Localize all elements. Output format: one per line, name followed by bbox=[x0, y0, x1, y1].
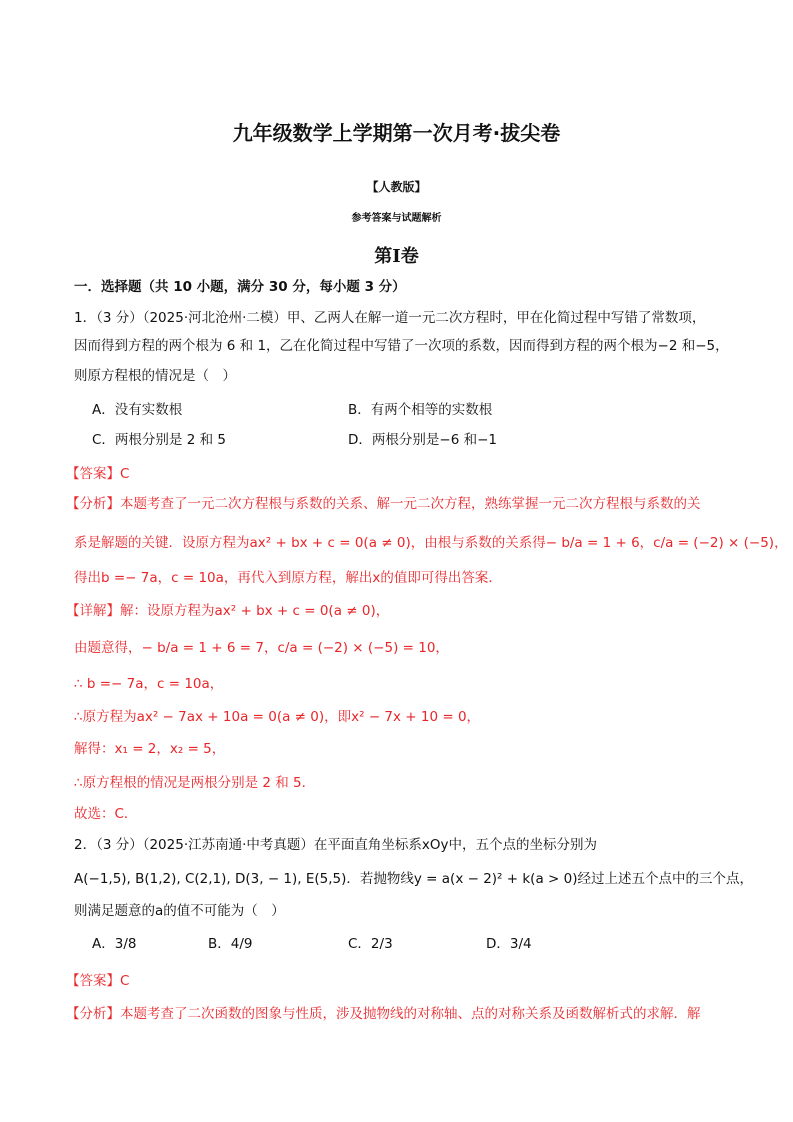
q1-detail: 解得：x₁ = 2，x₂ = 5， bbox=[74, 741, 226, 757]
section-heading: 一．选择题（共 10 小题，满分 30 分，每小题 3 分） bbox=[74, 279, 406, 295]
q1-detail: ∴原方程根的情况是两根分别是 2 和 5． bbox=[74, 775, 316, 791]
q1-option-c: C．两根分别是 2 和 5 bbox=[92, 432, 226, 448]
q2-analysis: 【分析】本题考查了二次函数的图象与性质，涉及抛物线的对称轴、点的对称关系及函数解析式的求解．解 bbox=[66, 1006, 701, 1022]
q1-detail: 【详解】解：设原方程为ax² + bx + c = 0(a ≠ 0)， bbox=[66, 603, 390, 619]
q1-answer: 【答案】C bbox=[66, 466, 130, 482]
q1-detail: ∴原方程为ax² − 7ax + 10a = 0(a ≠ 0)，即x² − 7x + 10 = 0， bbox=[74, 709, 481, 725]
q1-detail: 由题意得，− b/a = 1 + 6 = 7，c/a = (−2) × (−5) = 10， bbox=[74, 640, 449, 656]
page-title: 九年级数学上学期第一次月考·拔尖卷 bbox=[232, 121, 561, 145]
edition: 【人教版】 bbox=[366, 180, 427, 194]
volume-heading: 第I卷 bbox=[374, 246, 419, 267]
q1-analysis: 得出b =− 7a，c = 10a，再代入到原方程，解出x的值即可得出答案． bbox=[74, 570, 502, 586]
q1-stem: 1．（3 分）（2025·河北沧州·二模）甲、乙两人在解一道一元二次方程时，甲在化简过程中写错了常数项， bbox=[74, 310, 706, 326]
q2-option-d: D．3/4 bbox=[486, 936, 532, 952]
q1-option-b: B．有两个相等的实数根 bbox=[348, 402, 493, 418]
subtitle: 参考答案与试题解析 bbox=[351, 213, 442, 224]
q1-stem: 则原方程根的情况是（ ） bbox=[74, 368, 236, 384]
q1-detail: ∴ b =− 7a，c = 10a， bbox=[74, 676, 224, 692]
q2-stem: 则满足题意的a的值不可能为（ ） bbox=[74, 903, 285, 919]
q1-option-a: A．没有实数根 bbox=[92, 402, 183, 418]
q1-analysis: 系是解题的关键．设原方程为ax² + bx + c = 0(a ≠ 0)，由根与系数的关系得− b/a = 1 + 6，c/a = (−2) × (−5)， bbox=[74, 535, 788, 551]
q2-option-c: C．2/3 bbox=[348, 936, 393, 952]
q2-stem: A(−1,5), B(1,2), C(2,1), D(3, − 1), E(5,5)．若抛物线y = a(x − 2)² + k(a > 0)经过上述五个点中的三个点， bbox=[74, 871, 753, 887]
q1-detail: 故选：C． bbox=[74, 806, 138, 822]
q1-option-d: D．两根分别是−6 和−1 bbox=[348, 432, 497, 448]
q2-answer: 【答案】C bbox=[66, 973, 130, 989]
q2-option-a: A．3/8 bbox=[92, 936, 137, 952]
q1-stem: 因而得到方程的两个根为 6 和 1，乙在化简过程中写错了一次项的系数，因而得到方程的两个根为−2 和−5， bbox=[74, 338, 729, 354]
q2-option-b: B．4/9 bbox=[208, 936, 253, 952]
q2-stem: 2．（3 分）（2025·江苏南通·中考真题）在平面直角坐标系xOy中，五个点的坐标分别为 bbox=[74, 837, 598, 853]
q1-analysis: 【分析】本题考查了一元二次方程根与系数的关系、解一元二次方程，熟练掌握一元二次方程根与系数的关 bbox=[66, 496, 701, 512]
